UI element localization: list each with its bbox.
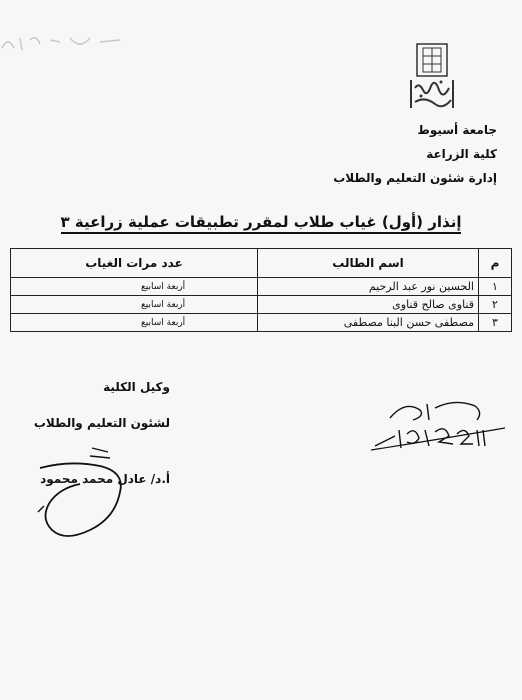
row-student-name: قناوى صالح قناوى — [258, 296, 479, 314]
department-name: إدارة شئون التعليم والطلاب — [333, 171, 497, 185]
university-logo — [405, 38, 460, 113]
row-num: ٢ — [479, 296, 512, 314]
document-title-wrap — [0, 213, 522, 231]
row-absence-count: أربعة اسابيع — [11, 278, 258, 296]
row-absence-count: أربعة اسابيع — [11, 296, 258, 314]
faculty-name: كلية الزراعة — [426, 147, 497, 161]
absence-table — [10, 248, 512, 332]
row-absence-count: أربعة اسابيع — [11, 314, 258, 332]
faint-handwriting-scribble — [0, 30, 130, 60]
header-block — [277, 118, 497, 190]
table-row — [11, 278, 512, 296]
table-header-row — [11, 249, 512, 278]
signature-subtitle: لشئون التعليم والطلاب — [33, 416, 170, 430]
table-row — [11, 296, 512, 314]
table-row — [11, 314, 512, 332]
header-student-name: اسم الطالب — [258, 249, 479, 278]
handwritten-signature — [30, 440, 140, 550]
university-name: جامعة أسيوط — [417, 123, 497, 137]
document-title: إنذار (أول) غياب طلاب لمقرر تطبيقات عملية زراعية ٣ — [61, 213, 462, 234]
header-num: م — [479, 249, 512, 278]
signature-title: وكيل الكلية — [103, 380, 170, 394]
row-num: ٣ — [479, 314, 512, 332]
handwritten-date — [365, 390, 515, 460]
signatory-name: أ.د/ عادل محمد محمود — [40, 472, 170, 486]
row-student-name: الحسين نور عبد الرحيم — [258, 278, 479, 296]
row-student-name: مصطفى حسن البنا مصطفى — [258, 314, 479, 332]
header-absence-count: عدد مرات الغياب — [11, 249, 258, 278]
row-num: ١ — [479, 278, 512, 296]
